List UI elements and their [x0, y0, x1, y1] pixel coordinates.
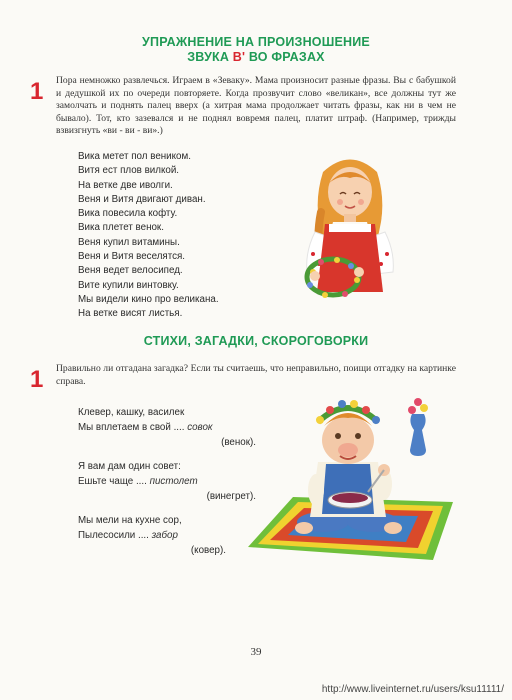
phrase-line: Вика повесила кофту.	[78, 208, 178, 220]
riddle-3: Мы мели на кухне сор, Пылесосили .... забор (ковер).	[78, 514, 226, 558]
exercise-instruction: Пора немножко развлечься. Играем в «Зеваку». Мама произносит разные фразы. Вы с бабушкой и дедушкой их по очереди повторяете. Когда прозвучит слово «великан», все должны тут же замолчать и поднять палец вверх (а хитрая мама продолжает читать фразы, как ни в чем не бывало). Тот, кто зазевался и не поднял вовремя палец, платит штраф. (Например, трижды взвизгнуть «ви - ви - ви».)	[56, 75, 456, 137]
exercise-number: 1	[30, 78, 44, 105]
phrase-line: Веня и Витя веселятся.	[78, 251, 186, 263]
phrase-line: Вика метет пол веником.	[78, 151, 191, 162]
phrase-line: На ветке две иволги.	[78, 179, 173, 191]
phrase-line: Веня и Витя двигают диван.	[78, 193, 206, 205]
phrase-line: Вика плетет венок.	[78, 222, 164, 234]
phrase-list	[78, 150, 278, 322]
page-number: 39	[250, 646, 262, 658]
exercise-number: 1	[30, 366, 44, 393]
phrase-line: Витя ест плов вилкой.	[78, 165, 180, 177]
section-title-poems: СТИХИ, ЗАГАДКИ, СКОРОГОВОРКИ	[143, 334, 369, 348]
phrase-line: Мы видели кино про великана.	[78, 293, 219, 305]
correct-answer: (винегрет).	[206, 490, 256, 502]
riddle-instruction: Правильно ли отгадана загадка? Если ты считаешь, что неправильно, поищи отгадку на картинке справа.	[56, 363, 456, 387]
boy-on-carpet-illustration	[238, 392, 463, 567]
phrase-line: Веня ведет велосипед.	[78, 265, 183, 277]
wrong-guess: забор	[151, 529, 178, 541]
section-title-exercise: УПРАЖНЕНИЕ НА ПРОИЗНОШЕНИЕ ЗВУКА В' ВО ФРАЗАХ	[142, 35, 370, 64]
girl-with-wreath-illustration	[285, 142, 415, 312]
riddle-1: Клевер, кашку, василек Мы вплетаем в свой .... совок (венок).	[78, 406, 256, 450]
riddle-2: Я вам дам один совет: Ешьте чаще .... пистолет (винегрет).	[78, 460, 256, 504]
wrong-guess: пистолет	[149, 475, 198, 487]
phrase-line: Веня купил витамины.	[78, 236, 180, 248]
correct-answer: (ковер).	[190, 544, 226, 556]
correct-answer: (венок).	[221, 436, 256, 448]
highlighted-sound: В'	[232, 50, 246, 64]
phrase-line: На ветке висят листья.	[78, 308, 183, 320]
source-url: http://www.liveinternet.ru/users/ksu11111/	[321, 684, 504, 695]
phrase-line: Вите купили винтовку.	[78, 279, 179, 291]
wrong-guess: совок	[187, 421, 213, 433]
